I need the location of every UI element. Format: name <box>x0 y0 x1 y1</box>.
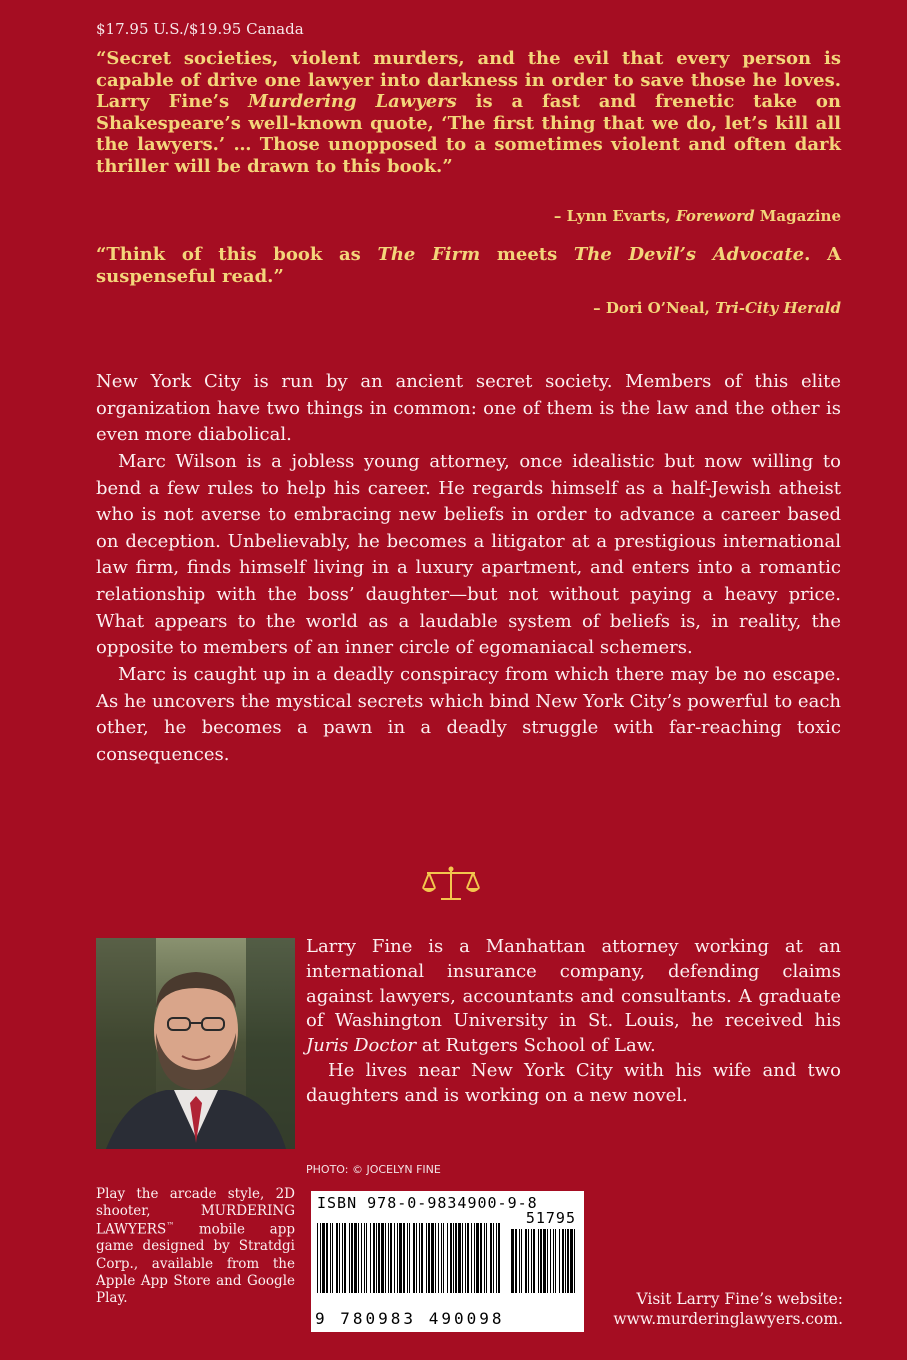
trademark-symbol: ™ <box>166 1220 175 1230</box>
author-photo <box>96 938 295 1149</box>
barcode-bar <box>450 1223 452 1293</box>
game-blurb-text-b: mobile app game designed by Stratdgi Corp., available from the Apple App Store and Google Play. <box>96 1221 295 1307</box>
quote-1-book-title: Murdering Lawyers <box>248 91 457 113</box>
price-bar <box>567 1229 569 1293</box>
attribution-2-name: – Dori O’Neal, <box>593 299 716 317</box>
barcode-bar <box>462 1223 463 1293</box>
quote-2-text-a: “Think of this book as <box>96 244 378 265</box>
barcode-bar <box>435 1223 436 1293</box>
barcode-bar <box>486 1223 487 1293</box>
barcode-bar <box>467 1223 469 1293</box>
price-bar <box>553 1229 554 1293</box>
quote-2-text-c: . A suspenseful read.” <box>96 244 841 287</box>
barcode-bar <box>490 1223 492 1293</box>
review-quote-2 <box>96 244 841 287</box>
price-label: $17.95 U.S./$19.95 Canada <box>96 20 304 38</box>
price-bar <box>543 1229 546 1293</box>
price-bar <box>538 1229 539 1293</box>
barcode-bar <box>441 1223 442 1293</box>
synopsis-paragraph-3: Marc is caught up in a deadly conspiracy from which there may be no escape. As he uncovers the mystical secrets which bind New York City’s powerful to each other, he becomes a pawn in a deadly struggle with far-reaching toxic consequences. <box>96 663 841 765</box>
barcode-bar <box>361 1223 362 1293</box>
barcode-bar <box>342 1223 343 1293</box>
barcode-bar <box>493 1223 494 1293</box>
isbn-barcode <box>311 1191 584 1332</box>
price-bar <box>559 1229 560 1293</box>
barcode-bar <box>364 1223 365 1293</box>
price-bar <box>574 1229 575 1293</box>
isbn-number: ISBN 978-0-9834900-9-8 <box>317 1194 538 1212</box>
review-attribution-1 <box>96 207 841 225</box>
barcode-bar <box>366 1223 367 1293</box>
price-code: 51795 <box>525 1209 576 1227</box>
price-bar <box>547 1229 548 1293</box>
attribution-2-publication: Tri-City Herald <box>715 299 841 317</box>
barcode-bar <box>474 1223 475 1293</box>
barcode-bar <box>465 1223 466 1293</box>
barcode-bar <box>390 1223 392 1293</box>
barcode-bar <box>322 1223 325 1293</box>
barcode-digits: 9 780983 490098 <box>315 1309 505 1328</box>
quote-1-text: “Secret societies, violent murders, and the evil that every person is capable of drive one lawyer into darkness in order to save those he loves. Larry Fine’s <box>96 48 841 113</box>
barcode-bar <box>484 1223 485 1293</box>
game-blurb <box>96 1186 295 1307</box>
review-quote-1 <box>96 48 841 178</box>
barcode-bars <box>315 1211 580 1309</box>
barcode-bar <box>428 1223 430 1293</box>
price-bar <box>570 1229 573 1293</box>
barcode-bar <box>426 1223 427 1293</box>
price-bar <box>562 1229 564 1293</box>
photo-credit: PHOTO: © JOCELYN FINE <box>306 1163 441 1176</box>
barcode-bar <box>409 1223 410 1293</box>
price-bar <box>555 1229 556 1293</box>
barcode-bar <box>354 1223 357 1293</box>
attribution-1-name: – Lynn Evarts, <box>553 207 676 225</box>
synopsis-paragraph-2: Marc Wilson is a jobless young attorney, once idealistic but now willing to bend a few rules to help his career. He regards himself as a half-Jewish atheist who is not averse to embracing new beliefs in order to advance a career based on deception. Unbelievably, he becomes a litigator at a prestigious international law firm, finds himself living in a luxury apartment, and enters into a romantic relationship with the boss’ daughter—but not without paying a heavy price. What appears to the world as a laudable system of beliefs is, in reality, the opposite to members of an inner circle of egomaniacal schemers. <box>96 450 841 659</box>
attribution-1-suffix: Magazine <box>754 207 841 225</box>
barcode-bar <box>476 1223 479 1293</box>
quote-2-title-b: The Devil’s Advocate <box>573 244 805 265</box>
barcode-bar <box>326 1223 328 1293</box>
website-label: Visit Larry Fine’s website: <box>636 1290 843 1308</box>
barcode-bar <box>330 1223 331 1293</box>
price-bar <box>531 1229 532 1293</box>
attribution-1-publication: Foreword <box>675 207 755 225</box>
barcode-bar <box>447 1223 448 1293</box>
barcode-bar <box>339 1223 340 1293</box>
price-bar <box>521 1229 522 1293</box>
price-bar <box>525 1229 527 1293</box>
barcode-bar <box>416 1223 417 1293</box>
bio-paragraph-2: He lives near New York City with his wife and two daughters and is working on a new novel. <box>306 1060 841 1106</box>
barcode-bar <box>496 1223 497 1293</box>
barcode-bar <box>381 1223 384 1293</box>
barcode-bar <box>498 1223 500 1293</box>
price-bar <box>533 1229 535 1293</box>
barcode-bar <box>358 1223 359 1293</box>
barcode-bar <box>336 1223 338 1293</box>
barcode-bar <box>397 1223 398 1293</box>
quote-2-text-b: meets <box>480 244 574 265</box>
barcode-bar <box>413 1223 415 1293</box>
barcode-bar <box>458 1223 461 1293</box>
barcode-bar <box>407 1223 408 1293</box>
barcode-bar <box>376 1223 377 1293</box>
synopsis-paragraph-1: New York City is run by an ancient secret society. Members of this elite organization have two things in common: one of them is the law and the other is even more diabolical. <box>96 371 841 446</box>
barcode-bar <box>351 1223 353 1293</box>
barcode-bar <box>320 1223 321 1293</box>
barcode-bar <box>349 1223 350 1293</box>
website-note <box>598 1289 843 1329</box>
barcode-bar <box>370 1223 371 1293</box>
barcode-bar <box>480 1223 482 1293</box>
price-bar <box>550 1229 551 1293</box>
quote-2-title-a: The Firm <box>377 244 481 265</box>
barcode-bar <box>443 1223 444 1293</box>
barcode-bar <box>394 1223 395 1293</box>
barcode-bar <box>431 1223 434 1293</box>
bio-degree: Juris Doctor <box>306 1035 417 1057</box>
barcode-bar <box>332 1223 333 1293</box>
barcode-bar <box>438 1223 439 1293</box>
barcode-bar <box>317 1223 318 1293</box>
website-url[interactable]: www.murderinglawyers.com. <box>613 1310 843 1329</box>
price-bar <box>519 1229 520 1293</box>
barcode-bar <box>378 1223 380 1293</box>
barcode-bar <box>453 1223 454 1293</box>
price-bar <box>565 1229 566 1293</box>
barcode-bar <box>385 1223 386 1293</box>
isbn-label <box>317 1194 538 1212</box>
barcode-bar <box>421 1223 423 1293</box>
barcode-bar <box>403 1223 405 1293</box>
game-blurb-text-a: Play the arcade style, 2D shooter, MURDERING LAWYERS <box>96 1186 295 1238</box>
barcode-bar <box>419 1223 420 1293</box>
bio-paragraph-1 <box>306 935 841 1059</box>
barcode-bar <box>373 1223 375 1293</box>
price-bar <box>511 1229 514 1293</box>
barcode-bar <box>471 1223 472 1293</box>
scales-of-justice-icon <box>421 866 481 902</box>
barcode-bar <box>344 1223 346 1293</box>
barcode-bar <box>388 1223 389 1293</box>
barcode-bar <box>399 1223 402 1293</box>
bio-text-a: Larry Fine is a Manhattan attorney working at an international insurance company, defending claims against lawyers, accountants and consultants. A graduate of Washington University in St. Louis, he received his <box>306 936 841 1032</box>
bio-text-b: at Rutgers School of Law. <box>416 1035 656 1057</box>
price-bar <box>528 1229 529 1293</box>
barcode-bar <box>455 1223 457 1293</box>
author-bio <box>306 935 841 1109</box>
quote-1-text-end: is a fast and frenetic take on Shakespeare’s well-known quote, ‘The first thing that we do, let’s kill all the lawyers.’ … Those unopposed to a sometimes violent and often dark thriller will be drawn to this book.” <box>96 91 842 177</box>
price-bar <box>540 1229 542 1293</box>
synopsis <box>96 369 841 768</box>
author-portrait <box>96 938 295 1149</box>
price-bar <box>515 1229 517 1293</box>
review-attribution-2 <box>96 299 841 317</box>
